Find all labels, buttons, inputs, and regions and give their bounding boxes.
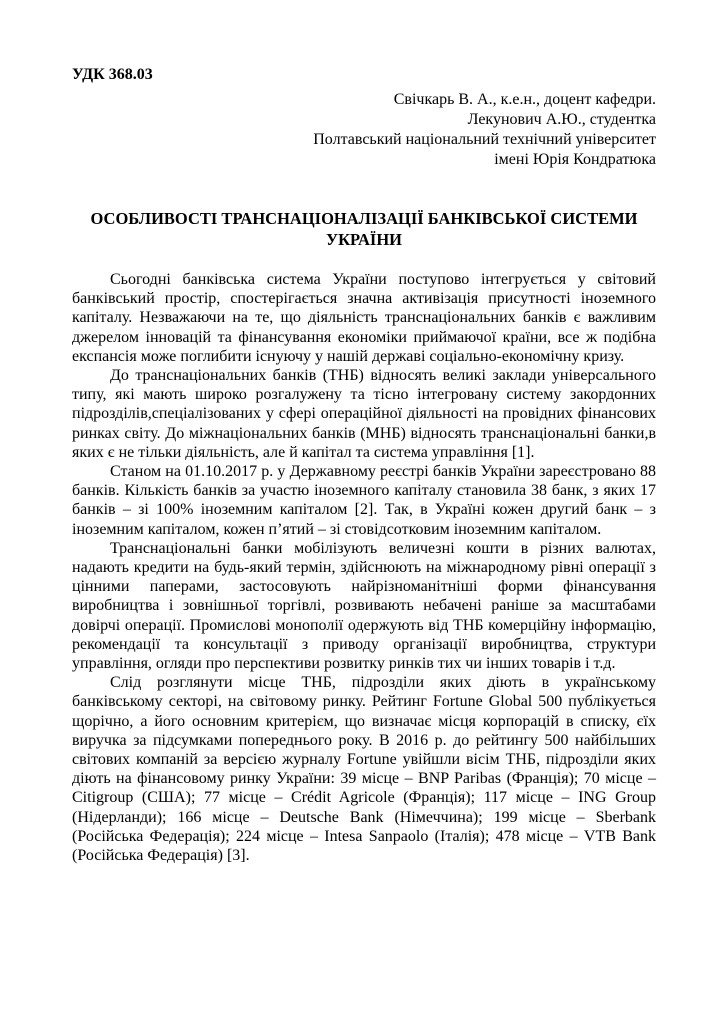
author-line: Свічкарь В. А., к.е.н., доцент кафедри. (393, 91, 656, 108)
udk-code: УДК 368.03 (72, 66, 153, 83)
paper-body (72, 270, 656, 865)
paragraph: Сьогодні банківська система України поступово інтегрується у світовий банківський простір, спостерігається значна активізація присутності іноземного капіталу. Незважаючи на те, що діяльність транснаціональних банків є важливим джерелом інновацій та фінансування економіки приймаючої країни, все ж подібна експансія може поглибити існуючу у нашій державі соціально-економічну кризу. (72, 271, 656, 365)
author-block (72, 90, 656, 170)
author-line: Лекунович А.Ю., студентка (467, 111, 656, 128)
affiliation-line: Полтавський національний технічний університет (313, 131, 656, 148)
paragraph: До транснаціональних банків (ТНБ) відносять великі заклади універсального типу, які мають широко розгалужену та тісно інтегровану систему закордонних підрозділів,спеціалізованих у сфері операційної діяльності на провідних фінансових ринках світу. До міжнаціональних банків (МНБ) відносять транснаціональні банки,в яких є не тільки діяльність, але й капітал та система управління [1]. (72, 367, 656, 461)
paper-title: ОСОБЛИВОСТІ ТРАНСНАЦІОНАЛІЗАЦІЇ БАНКІВСЬКОЇ СИСТЕМИ УКРАЇНИ (90, 209, 638, 249)
paragraph: Слід розглянути місце ТНБ, підрозділи яких діють в українському банківському секторі, на світовому ринку. Рейтинг Fortune Global 500 публікується щорічно, а його основним критерієм, що визначає місця корпорацій в списку, єїх виручка за підсумками попереднього року. В 2016 р. до рейтингу 500 найбільших світових компаній за версією журналу Fortune увійшли вісім ТНБ, підрозділи яких діють на фінансовому ринку України: 39 місце – BNP Paribas (Франція); 70 місце – Citigroup (США); 77 місце – Crédit Agricole (Франція); 117 місце – ING Group (Нідерланди); 166 місце – Deutsche Bank (Німеччина); 199 місце – Sberbank (Російська Федерація); 224 місце – Intesa Sanpaolo (Італія); 478 місце – VTB Bank (Російська Федерація) [3]. (72, 674, 656, 865)
paragraph: Транснаціональні банки мобілізують величезні кошти в різних валютах, надають кредити на будь-який термін, здійснюють на міжнародному рівні операції з цінними паперами, застосовують найрізноманітніші форми фінансування виробництва і зовнішньої торгівлі, розвивають небачені раніше за масштабами довірчі операції. Промислові монополії одержують від ТНБ комерційну інформацію, рекомендації та консультації з приводу організації виробництва, структури управління, огляди про перспективи розвитку ринків тих чи інших товарів і т.д. (72, 539, 656, 673)
paragraph: Станом на 01.10.2017 р. у Державному реєстрі банків України зареєстровано 88 банків. Кількість банків за участю іноземного капіталу становила 38 банк, з яких 17 банків – зі 100% іноземним капіталом [2]. Так, в Україні кожен другий банк – з іноземним капіталом, кожен п’ятий – зі стовідсотковим іноземним капіталом. (72, 463, 656, 538)
affiliation-line: імені Юрія Кондратюка (494, 151, 656, 168)
